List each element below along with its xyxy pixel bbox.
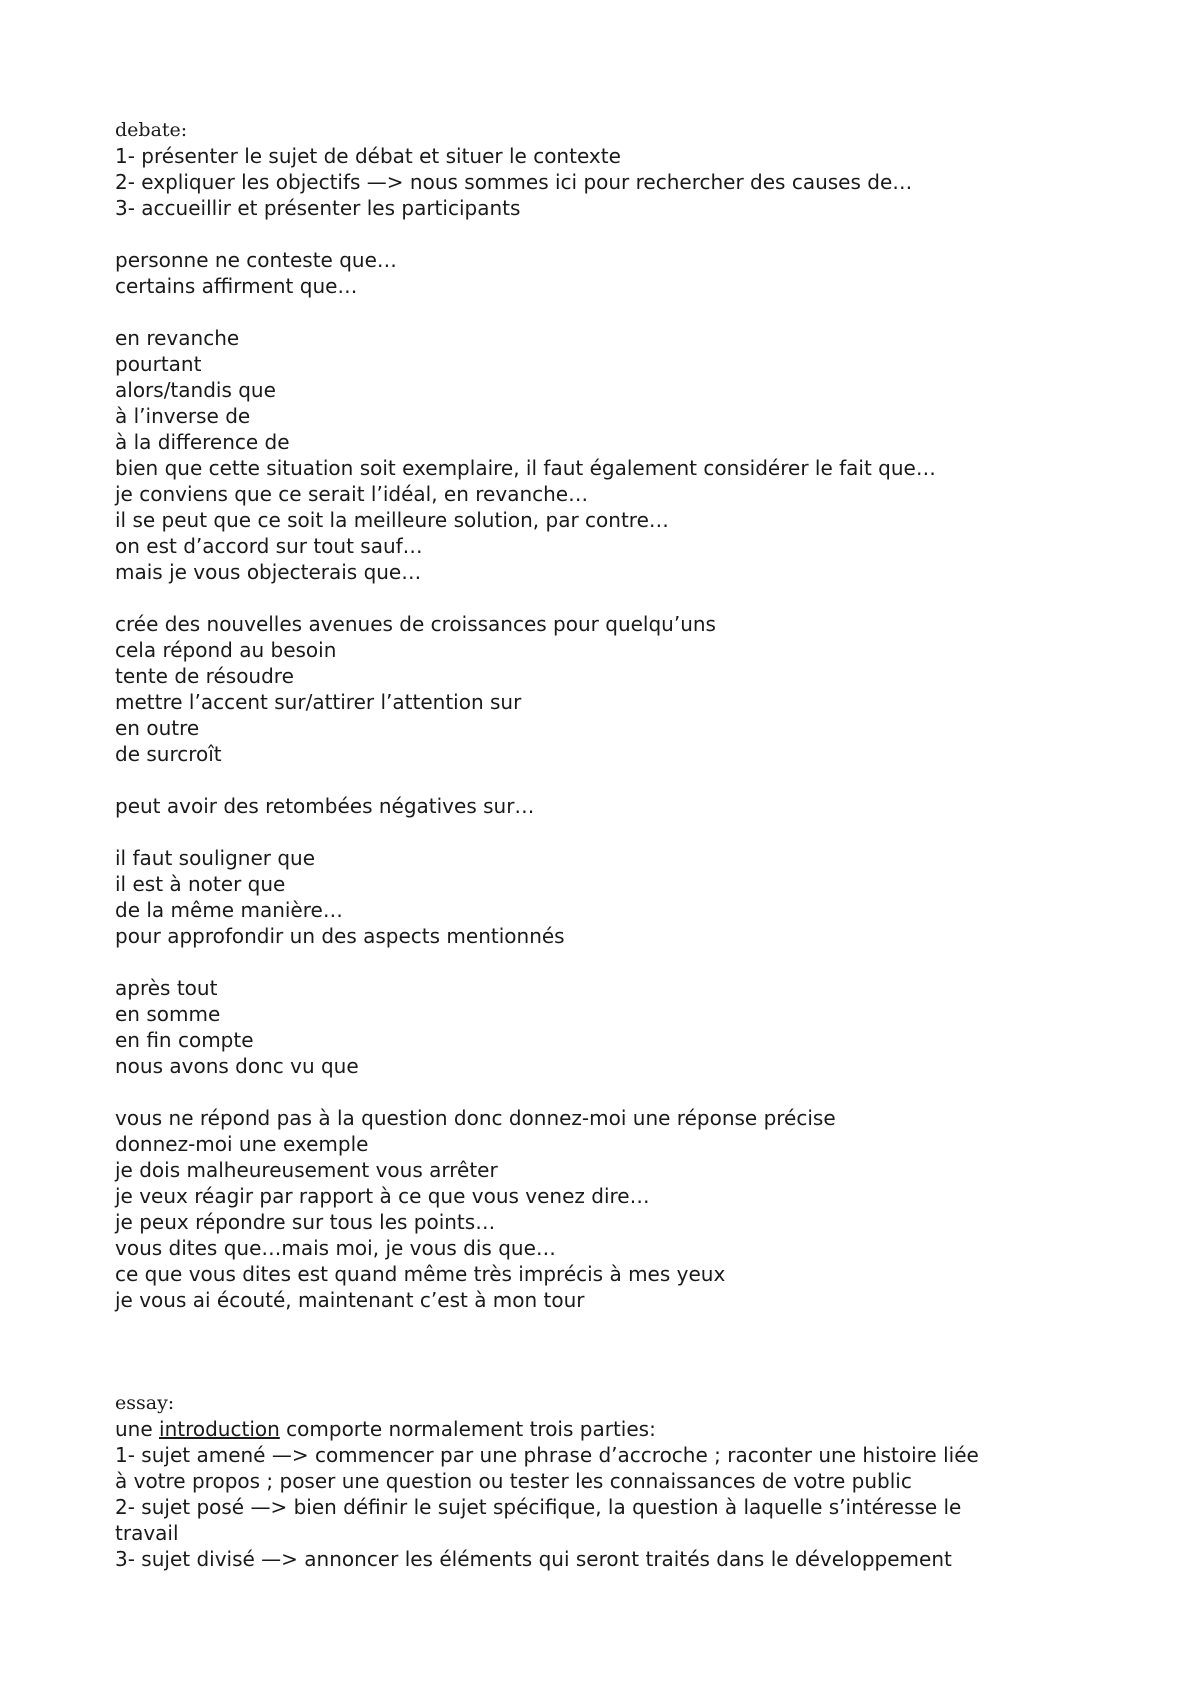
debate-phrase: ce que vous dites est quand même très imprécis à mes yeux (115, 1262, 726, 1286)
debate-phrase: crée des nouvelles avenues de croissances pour quelqu’uns (115, 612, 716, 636)
debate-phrase: alors/tandis que (115, 378, 276, 402)
debate-phrase: après tout (115, 976, 218, 1000)
debate-phrase: je dois malheureusement vous arrêter (115, 1158, 498, 1182)
debate-phrase: en fin compte (115, 1028, 254, 1052)
debate-phrase: certains affirment que… (115, 274, 358, 298)
paragraph-gap (115, 1079, 1115, 1105)
debate-heading: debate: (115, 119, 188, 141)
debate-intro-line: 2- expliquer les objectifs —> nous sommes ici pour rechercher des causes de… (115, 170, 913, 194)
debate-intro-line: 1- présenter le sujet de débat et situer le contexte (115, 144, 621, 168)
debate-section (115, 117, 1115, 1313)
debate-phrase: je veux réagir par rapport à ce que vous venez dire… (115, 1184, 650, 1208)
essay-heading: essay: (115, 1392, 175, 1414)
debate-phrase: donnez-moi une exemple (115, 1132, 369, 1156)
paragraph-gap (115, 221, 1115, 247)
debate-phrase: cela répond au besoin (115, 638, 337, 662)
paragraph-gap (115, 819, 1115, 845)
debate-phrase: en somme (115, 1002, 221, 1026)
paragraph-gap (115, 767, 1115, 793)
debate-phrase: il est à noter que (115, 872, 286, 896)
paragraph-gap (115, 299, 1115, 325)
essay-intro-suffix: comporte normalement trois parties: (279, 1417, 656, 1441)
debate-phrase: en outre (115, 716, 200, 740)
essay-line: 1- sujet amené —> commencer par une phrase d’accroche ; raconter une histoire liée (115, 1443, 979, 1467)
debate-phrase: nous avons donc vu que (115, 1054, 359, 1078)
debate-phrase: mettre l’accent sur/attirer l’attention sur (115, 690, 522, 714)
debate-phrase: bien que cette situation soit exemplaire, il faut également considérer le fait que… (115, 456, 936, 480)
debate-phrase: tente de résoudre (115, 664, 294, 688)
essay-line: travail (115, 1521, 179, 1545)
debate-intro-line: 3- accueillir et présenter les participants (115, 196, 521, 220)
debate-phrase: pourtant (115, 352, 202, 376)
debate-phrase: pour approfondir un des aspects mentionnés (115, 924, 565, 948)
debate-phrase: je conviens que ce serait l’idéal, en revanche… (115, 482, 589, 506)
essay-intro-prefix: une (115, 1417, 160, 1441)
debate-phrase: personne ne conteste que… (115, 248, 397, 272)
essay-intro-underlined: introduction (159, 1417, 280, 1441)
essay-line: 3- sujet divisé —> annoncer les éléments qui seront traités dans le développement (115, 1547, 952, 1571)
debate-phrase: il faut souligner que (115, 846, 316, 870)
debate-phrase: de la même manière… (115, 898, 343, 922)
debate-phrase: je peux répondre sur tous les points… (115, 1210, 496, 1234)
debate-phrase: peut avoir des retombées négatives sur… (115, 794, 535, 818)
debate-phrase: à la difference de (115, 430, 290, 454)
debate-phrase: mais je vous objecterais que… (115, 560, 422, 584)
essay-line: à votre propos ; poser une question ou tester les connaissances de votre public (115, 1469, 912, 1493)
debate-phrase: en revanche (115, 326, 240, 350)
debate-phrase: je vous ai écouté, maintenant c’est à mon tour (115, 1288, 585, 1312)
essay-section (115, 1390, 1115, 1572)
paragraph-gap (115, 949, 1115, 975)
essay-intro-line (115, 1416, 1115, 1442)
essay-line: 2- sujet posé —> bien définir le sujet spécifique, la question à laquelle s’intéresse le (115, 1495, 962, 1519)
debate-phrase: vous dites que…mais moi, je vous dis que… (115, 1236, 556, 1260)
debate-phrase: on est d’accord sur tout sauf… (115, 534, 423, 558)
debate-phrase: vous ne répond pas à la question donc donnez-moi une réponse précise (115, 1106, 836, 1130)
debate-phrase: à l’inverse de (115, 404, 251, 428)
debate-phrase: de surcroît (115, 742, 222, 766)
debate-phrase: il se peut que ce soit la meilleure solution, par contre… (115, 508, 669, 532)
paragraph-gap (115, 585, 1115, 611)
